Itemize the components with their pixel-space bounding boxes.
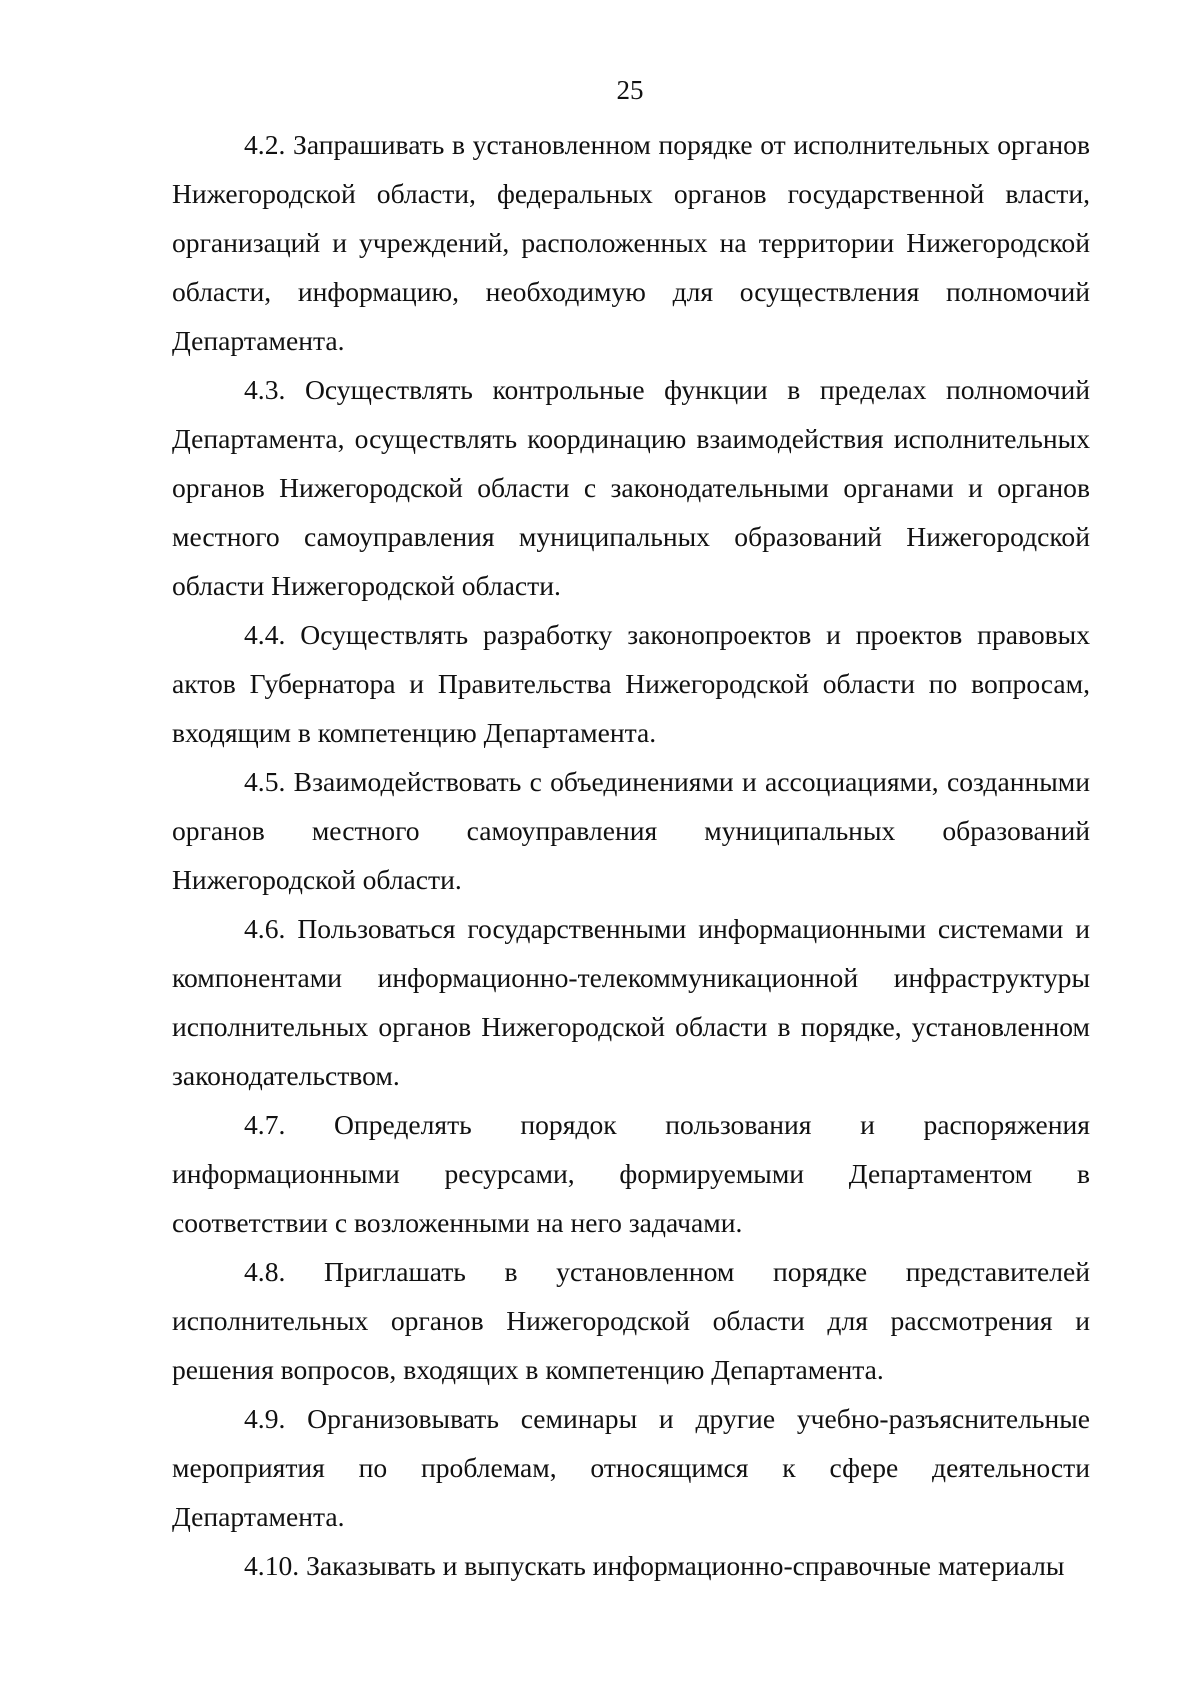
paragraph-4-8: 4.8. Приглашать в установленном порядке представителей исполнительных органов Нижегородской области для рассмотрения и решения вопросов, входящих в компетенцию Департамента. (172, 1256, 1090, 1385)
paragraph-4-4: 4.4. Осуществлять разработку законопроектов и проектов правовых актов Губернатора и Правительства Нижегородской области по вопросам, входящим в компетенцию Департамента. (172, 619, 1090, 748)
paragraph-4-6: 4.6. Пользоваться государственными информационными системами и компонентами информационно-телекоммуникационной инфраструктуры исполнительных органов Нижегородской области в порядке, установленном законодательством. (172, 913, 1090, 1091)
paragraph-4-3: 4.3. Осуществлять контрольные функции в пределах полномочий Департамента, осуществлять координацию взаимодействия исполнительных органов Нижегородской области с законодательными органами и органов местного самоуправления муниципальных образований Нижегородской области Нижегородской области. (172, 374, 1090, 601)
paragraph-4-9: 4.9. Организовывать семинары и другие учебно-разъяснительные мероприятия по проблемам, относящимся к сфере деятельности Департамента. (172, 1403, 1090, 1532)
paragraph-4-7: 4.7. Определять порядок пользования и распоряжения информационными ресурсами, формируемыми Департаментом в соответствии с возложенными на него задачами. (172, 1109, 1090, 1238)
paragraph-4-10: 4.10. Заказывать и выпускать информационно-справочные материалы (244, 1550, 1065, 1581)
page-number: 25 (616, 75, 644, 105)
paragraph-4-5: 4.5. Взаимодействовать с объединениями и ассоциациями, созданными органов местного самоуправления муниципальных образований Нижегородской области. (172, 766, 1090, 895)
document-body (172, 120, 1090, 1590)
paragraph-4-2: 4.2. Запрашивать в установленном порядке от исполнительных органов Нижегородской области, федеральных органов государственной власти, организаций и учреждений, расположенных на территории Нижегородской области, информацию, необходимую для осуществления полномочий Департамента. (172, 129, 1090, 356)
